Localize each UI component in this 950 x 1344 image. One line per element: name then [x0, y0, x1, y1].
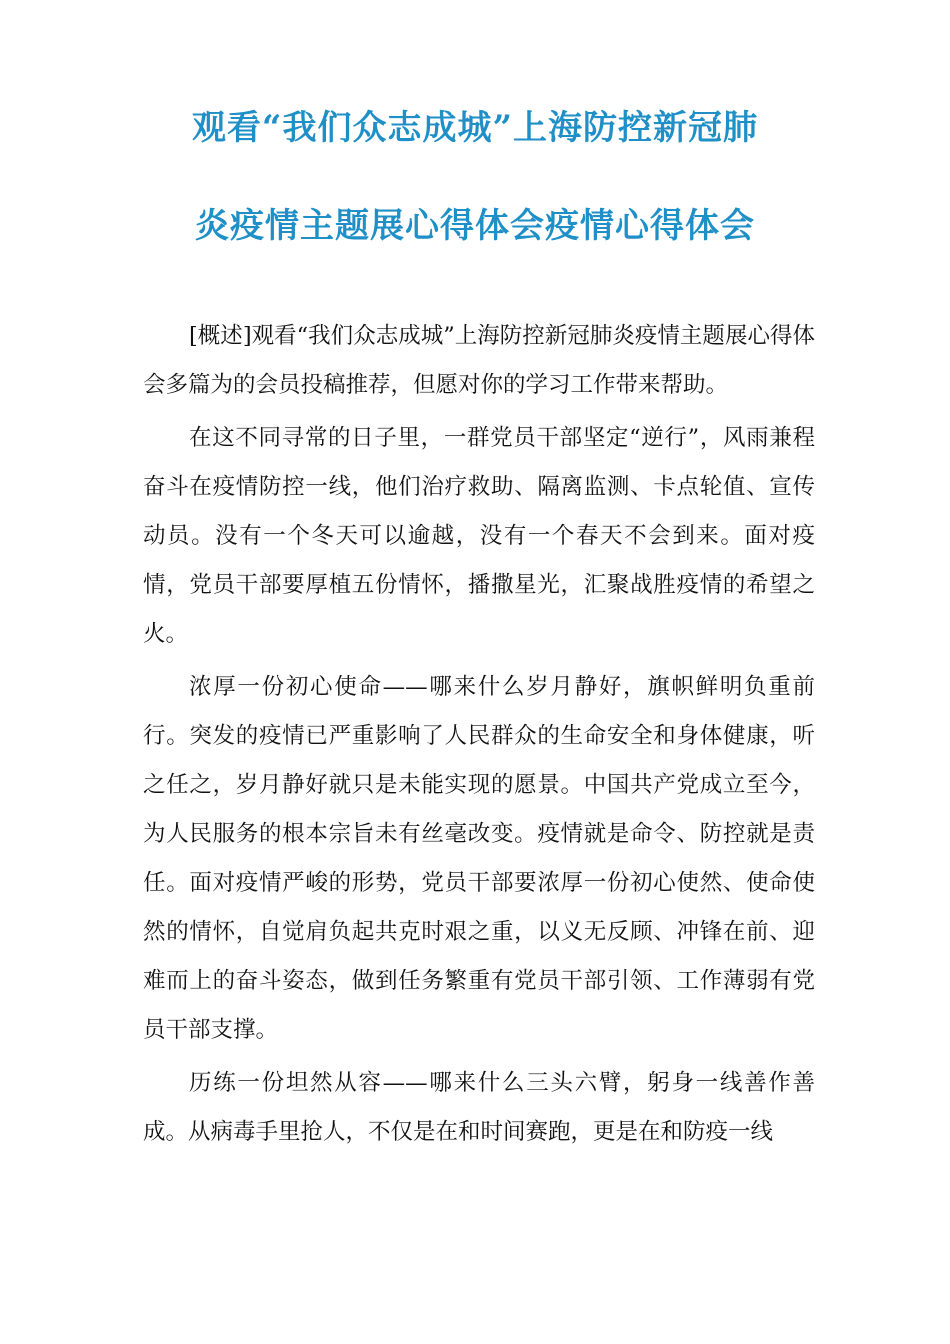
paragraph-composure: 历练一份坦然从容——哪来什么三头六臂，躬身一线善作善成。从病毒手里抢人，不仅是在和时间赛跑，更是在和防疫一线: [143, 1070, 815, 1145]
paragraph-intro: 在这不同寻常的日子里，一群党员干部坚定“逆行”，风雨兼程奋斗在疫情防控一线，他们治疗救助、隔离监测、卡点轮值、宣传动员。没有一个冬天可以逾越，没有一个春天不会到来。面对疫情，党员干部要厚植五份情怀，播撒星光，汇聚战胜疫情的希望之火。: [143, 425, 815, 647]
paragraph-mission: 浓厚一份初心使命——哪来什么岁月静好，旗帜鲜明负重前行。突发的疫情已严重影响了人民群众的生命安全和身体健康，听之任之，岁月静好就只是未能实现的愿景。中国共产党成立至今，为人民服务的根本宗旨未有丝毫改变。疫情就是命令、防控就是责任。面对疫情严峻的形势，党员干部要浓厚一份初心使然、使命使然的情怀，自觉肩负起共克时艰之重，以义无反顾、冲锋在前、迎难而上的奋斗姿态，做到任务繁重有党员干部引领、工作薄弱有党员干部支撑。: [143, 674, 815, 1043]
paragraph-summary: [概述]观看“我们众志成城”上海防控新冠肺炎疫情主题展心得体会多篇为的会员投稿推荐，但愿对你的学习工作带来帮助。: [143, 323, 815, 398]
document-title-line-2: 炎疫情主题展心得体会疫情心得体会: [195, 206, 755, 246]
document-title-line-1: 观看“我们众志成城”上海防控新冠肺: [191, 108, 759, 148]
document-body: [143, 312, 815, 1157]
